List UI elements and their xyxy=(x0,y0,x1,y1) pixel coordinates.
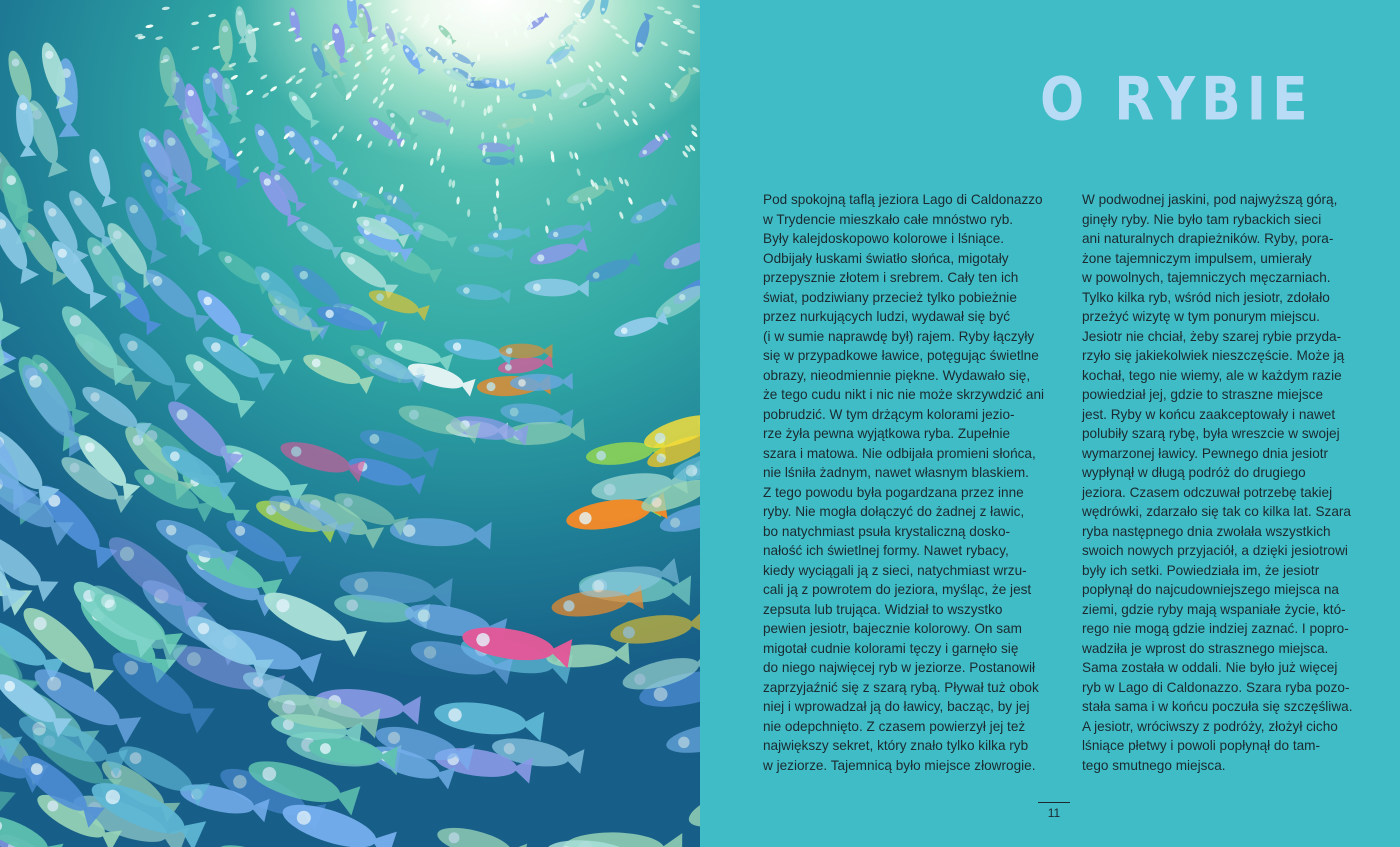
fish xyxy=(578,0,600,21)
light-fleck xyxy=(309,91,317,99)
light-fleck xyxy=(260,74,269,81)
light-fleck xyxy=(549,40,556,48)
light-fleck xyxy=(610,24,619,31)
light-fleck xyxy=(623,178,629,187)
text-line: tego smutnego miejsca. xyxy=(1082,757,1226,773)
light-fleck xyxy=(478,11,483,19)
text-line: nie lśniła żadnym, nawet własnym blaskiem. xyxy=(763,465,1029,480)
text-line: ziemi, gdzie ryby mają wspaniałe życie, któ- xyxy=(1082,601,1346,617)
text-line: przez nurkujących ludzi, wydawał się być xyxy=(763,309,1011,324)
fish xyxy=(366,285,429,321)
light-fleck xyxy=(453,96,458,104)
light-fleck xyxy=(365,53,373,61)
text-line: A jesiotr, wróciwszy z podróży, złożył cicho xyxy=(1082,718,1338,734)
light-fleck xyxy=(380,33,388,40)
text-line: lśniące płetwy i powoli popłynął do tam- xyxy=(1082,738,1321,753)
light-fleck xyxy=(314,82,322,90)
light-fleck xyxy=(603,18,612,24)
light-fleck xyxy=(512,27,518,36)
fish xyxy=(214,838,305,847)
text-line: obrazy, nieodmiennie piękne. Wydawało się, xyxy=(763,367,1031,383)
light-fleck xyxy=(516,137,520,145)
fish xyxy=(467,242,513,260)
light-fleck xyxy=(572,0,581,5)
light-fleck xyxy=(230,74,239,81)
light-fleck xyxy=(367,140,374,149)
fish xyxy=(346,0,359,28)
text-line: swoich nowych przyjaciół, a dzięki jesiotrowi xyxy=(1082,543,1348,558)
light-fleck xyxy=(191,45,200,51)
light-fleck xyxy=(495,213,498,221)
text-line: Były kalejdoskopowo kolorowe i lśniące. xyxy=(763,231,1005,246)
light-fleck xyxy=(388,83,395,91)
light-fleck xyxy=(690,124,698,132)
light-fleck xyxy=(356,133,363,142)
text-line: szara i matowa. Nie odbijała promieni słońca, xyxy=(763,445,1036,461)
fish xyxy=(499,343,553,358)
fish xyxy=(293,217,344,259)
light-fleck xyxy=(456,196,460,204)
fish xyxy=(577,88,612,111)
light-fleck xyxy=(691,130,699,138)
light-fleck xyxy=(466,40,471,49)
light-fleck xyxy=(483,108,486,116)
light-fleck xyxy=(687,29,696,35)
light-fleck xyxy=(620,74,628,82)
text-line: rze żyła pewna wyjątkowa ryba. Zupełnie xyxy=(763,426,1011,441)
light-fleck xyxy=(295,78,303,85)
fish xyxy=(660,232,700,275)
light-fleck xyxy=(576,168,582,177)
text-line: nałość ich świetlnej formy. Nawet rybacy, xyxy=(763,543,1009,558)
light-fleck xyxy=(494,135,497,143)
light-fleck xyxy=(481,132,484,140)
text-line: wypłynął w długą podróż do drugiego xyxy=(1082,465,1306,480)
light-fleck xyxy=(448,179,452,187)
light-fleck xyxy=(621,38,629,45)
text-line: wędrówki, zdarzało się tak co kilka lat. Szara xyxy=(1082,504,1351,519)
fish xyxy=(487,226,530,241)
fish xyxy=(250,121,286,174)
text-line: że tego cudu nikt i nic nie może skrzywdzić ani xyxy=(763,387,1045,402)
fish xyxy=(546,220,592,242)
text-column-left xyxy=(763,190,1063,775)
fish xyxy=(583,252,640,287)
text-line: jest. Ryby w końcu zaakceptowały i nawet xyxy=(1082,406,1336,422)
fish xyxy=(287,6,303,40)
light-fleck xyxy=(285,77,293,84)
text-column-right xyxy=(1082,190,1382,775)
text-line: Tylko kilka ryb, wśród nich jesiotr, zdołało xyxy=(1082,289,1330,305)
text-line: rzyło się jakiekolwiek nieszczęście. Może ją xyxy=(1082,348,1345,363)
light-fleck xyxy=(548,112,553,121)
text-line: nie odepchnięto. Z czasem powierzył jej też xyxy=(763,718,1026,734)
text-line: zaprzyjaźnić się z szarą rybą. Pływał tuż obok xyxy=(763,679,1039,695)
text-line: kiedy wyciągali ją z sieci, natychmiast wrzu- xyxy=(763,562,1027,578)
light-fleck xyxy=(494,30,498,38)
light-fleck xyxy=(679,24,688,30)
light-fleck xyxy=(574,152,580,161)
light-fleck xyxy=(245,89,253,96)
text-line: w Trydencie mieszkało całe mnóstwo ryb. xyxy=(763,211,1014,227)
page-number: 11 xyxy=(1047,806,1061,820)
light-fleck xyxy=(490,21,493,29)
text-line: rego nie mogą gdzie indziej zaznać. I popro- xyxy=(1082,621,1349,636)
light-fleck xyxy=(298,67,306,74)
light-fleck xyxy=(596,122,603,131)
light-fleck xyxy=(657,6,666,11)
text-page xyxy=(700,0,1400,847)
light-fleck xyxy=(399,183,404,192)
fish xyxy=(636,130,672,161)
text-line: bo natychmiast psuła krystaliczną dosko- xyxy=(763,523,1011,539)
light-fleck xyxy=(545,225,549,233)
text-line: Jesiotr nie chciał, żeby szarej rybie przyda- xyxy=(1082,328,1342,344)
text-line: (i w sumie naprawdę był) rajem. Ryby łączyły xyxy=(763,328,1035,344)
text-line: przeżyć wizytę w tym ponurym miejscu. xyxy=(1082,309,1320,324)
light-fleck xyxy=(555,79,561,88)
text-line: ginęły ryby. Nie było tam rybackich sieci xyxy=(1082,211,1322,227)
light-fleck xyxy=(239,137,247,145)
light-fleck xyxy=(467,209,471,217)
text-line: migotał cudnie kolorami tęczy i garnęło się xyxy=(763,640,1019,656)
light-fleck xyxy=(390,8,399,14)
light-fleck xyxy=(433,36,440,44)
text-line: stała sama i w końcu poczuła się szczęśliwa. xyxy=(1082,699,1353,714)
light-fleck xyxy=(627,197,633,206)
text-line: w jeziorze. Tajemnicą było miejsce złowrogie. xyxy=(763,757,1036,773)
light-fleck xyxy=(623,119,630,127)
fish xyxy=(528,237,588,269)
light-fleck xyxy=(631,118,638,126)
light-fleck xyxy=(660,41,669,48)
fish xyxy=(325,173,370,207)
light-fleck xyxy=(615,32,623,39)
text-line: ani naturalnych drapieżników. Ryby, pora- xyxy=(1082,231,1334,246)
text-line: niej i wprowadzał ją do ławicy, bacząc, by jej xyxy=(763,699,1030,714)
text-line: świat, podziwiany przecież tylko pobieżnie xyxy=(763,289,1017,305)
text-line: wymarzonej ławicy. Pewnego dnia jesiotr xyxy=(1082,445,1329,461)
light-fleck xyxy=(587,64,595,72)
text-line: jeziora. Czasem odczuwał potrzebę takiej xyxy=(1082,484,1333,500)
text-line: Pod spokojną taflą jeziora Lago di Caldonazzo xyxy=(763,192,1043,207)
light-fleck xyxy=(443,2,451,10)
fish xyxy=(383,22,398,47)
light-fleck xyxy=(567,55,574,63)
text-line: największy sekret, który znało tylko kilka ryb xyxy=(763,738,1029,753)
light-fleck xyxy=(519,155,523,163)
fish xyxy=(510,373,573,392)
light-fleck xyxy=(273,21,282,26)
fish xyxy=(482,156,515,166)
fish xyxy=(632,13,654,54)
light-fleck xyxy=(554,0,563,4)
text-line: ryby. Nie mogła dołączyć do żadnej z ławic, xyxy=(763,504,1025,519)
light-fleck xyxy=(523,30,529,39)
light-fleck xyxy=(681,150,688,158)
light-fleck xyxy=(261,92,269,99)
light-fleck xyxy=(288,148,296,156)
light-fleck xyxy=(382,77,389,85)
light-fleck xyxy=(618,176,624,185)
text-line: ryba następnego dnia zwołała wszystkich xyxy=(1082,523,1331,539)
light-fleck xyxy=(493,206,496,214)
light-fleck xyxy=(459,15,465,24)
page-number-rule xyxy=(1038,802,1070,803)
text-line: powiedział jej, gdzie to straszne miejsce xyxy=(1082,387,1324,402)
text-line: Z tego powodu była pogardzana przez inne xyxy=(763,484,1024,500)
light-fleck xyxy=(372,96,379,104)
fish xyxy=(518,88,552,100)
light-fleck xyxy=(388,54,396,62)
fish xyxy=(218,19,235,71)
light-fleck xyxy=(495,178,498,186)
light-fleck xyxy=(678,65,686,72)
fish xyxy=(455,282,511,303)
fish xyxy=(684,769,700,835)
light-fleck xyxy=(608,81,616,89)
light-fleck xyxy=(664,10,673,15)
light-fleck xyxy=(664,82,672,90)
fish xyxy=(599,0,612,15)
light-fleck xyxy=(609,98,616,106)
light-fleck xyxy=(409,117,415,126)
text-line: były ich setki. Powiedziała im, że jesiotr xyxy=(1082,562,1320,578)
light-fleck xyxy=(378,186,384,195)
fish xyxy=(609,609,700,648)
light-fleck xyxy=(444,14,451,22)
light-fleck xyxy=(404,15,412,22)
light-fleck xyxy=(618,211,624,220)
light-fleck xyxy=(459,5,466,13)
light-fleck xyxy=(412,142,417,151)
light-fleck xyxy=(338,125,345,133)
light-fleck xyxy=(452,84,457,93)
light-fleck xyxy=(429,158,434,167)
light-fleck xyxy=(441,165,446,173)
light-fleck xyxy=(351,84,359,92)
light-fleck xyxy=(155,36,164,41)
light-fleck xyxy=(596,75,603,83)
text-line: W podwodnej jaskini, pod najwyższą górą, xyxy=(1082,192,1338,207)
light-fleck xyxy=(594,60,602,68)
light-fleck xyxy=(580,203,585,212)
text-line: popłynął do najcudowniejszego miejsca na xyxy=(1082,582,1339,597)
light-fleck xyxy=(532,103,537,112)
light-fleck xyxy=(477,53,481,61)
light-fleck xyxy=(342,167,349,176)
text-line: wadziła je wprost do strasznego miejsca. xyxy=(1082,640,1329,656)
text-line: cali ją z powrotem do jeziora, myśląc, że jest xyxy=(763,582,1032,597)
light-fleck xyxy=(504,39,509,47)
light-fleck xyxy=(252,166,260,174)
text-line: Sama została w oddali. Nie było już więcej xyxy=(1082,660,1338,675)
light-fleck xyxy=(496,95,500,103)
text-line: zepsuta lub trująca. Widział to wszystko xyxy=(763,601,1003,617)
light-fleck xyxy=(618,87,626,95)
fish xyxy=(524,278,589,297)
light-fleck xyxy=(400,27,408,35)
light-fleck xyxy=(378,101,385,109)
text-line: Odbijały łuskami światło słońca, migotały xyxy=(763,250,1009,266)
text-line: polubiły szarą rybę, była wreszcie w swojej xyxy=(1082,426,1340,441)
light-fleck xyxy=(269,85,277,92)
light-fleck xyxy=(648,102,656,110)
light-fleck xyxy=(352,200,358,209)
fish xyxy=(451,50,476,67)
fish xyxy=(85,147,117,208)
light-fleck xyxy=(451,180,455,188)
chapter-title: O RYBIE xyxy=(1040,65,1314,135)
text-line: do niego najwięcej ryb w jeziorze. Postanowił xyxy=(763,660,1036,675)
text-line: pewien jesiotr, bajecznie kolorowy. On sam xyxy=(763,621,1022,636)
light-fleck xyxy=(449,126,454,134)
light-fleck xyxy=(631,110,638,118)
light-fleck xyxy=(380,88,387,96)
light-fleck xyxy=(568,151,574,160)
light-fleck xyxy=(506,131,510,139)
fish xyxy=(277,436,365,483)
light-fleck xyxy=(208,13,216,18)
text-line: żone tajemniczym impulsem, umierały xyxy=(1082,250,1312,266)
light-fleck xyxy=(496,190,499,198)
text-line: w powolnych, tajemniczych męczarniach. xyxy=(1082,270,1331,285)
light-fleck xyxy=(365,48,373,56)
light-fleck xyxy=(590,82,597,90)
fish xyxy=(652,275,700,325)
light-fleck xyxy=(613,109,620,117)
text-line: kochał, tego nie wiemy, ale w każdym razie xyxy=(1082,367,1342,383)
light-fleck xyxy=(692,4,700,9)
light-fleck xyxy=(546,197,551,205)
fish xyxy=(628,194,678,228)
text-line: przepysznie złotem i srebrem. Cały ten ich xyxy=(763,270,1019,285)
fish xyxy=(496,114,534,131)
light-fleck xyxy=(145,24,153,29)
text-line: pobrudzić. W tym drżącym kolorami jezio- xyxy=(763,406,1015,422)
text-line: się w przypadkowe ławice, potęgując świetlne xyxy=(763,348,1039,363)
light-fleck xyxy=(331,132,338,140)
fish xyxy=(432,697,544,741)
light-fleck xyxy=(352,73,360,81)
light-fleck xyxy=(461,100,465,108)
fish xyxy=(434,822,527,847)
text-line: ryb w Lago di Caldonazzo. Szara ryba pozo- xyxy=(1082,679,1350,695)
light-fleck xyxy=(236,150,244,158)
light-fleck xyxy=(162,6,170,10)
fish xyxy=(416,107,451,127)
light-fleck xyxy=(364,2,373,7)
light-fleck xyxy=(448,84,453,93)
fish xyxy=(664,716,700,758)
light-fleck xyxy=(482,15,486,23)
light-fleck xyxy=(191,21,199,26)
fish xyxy=(666,67,697,105)
